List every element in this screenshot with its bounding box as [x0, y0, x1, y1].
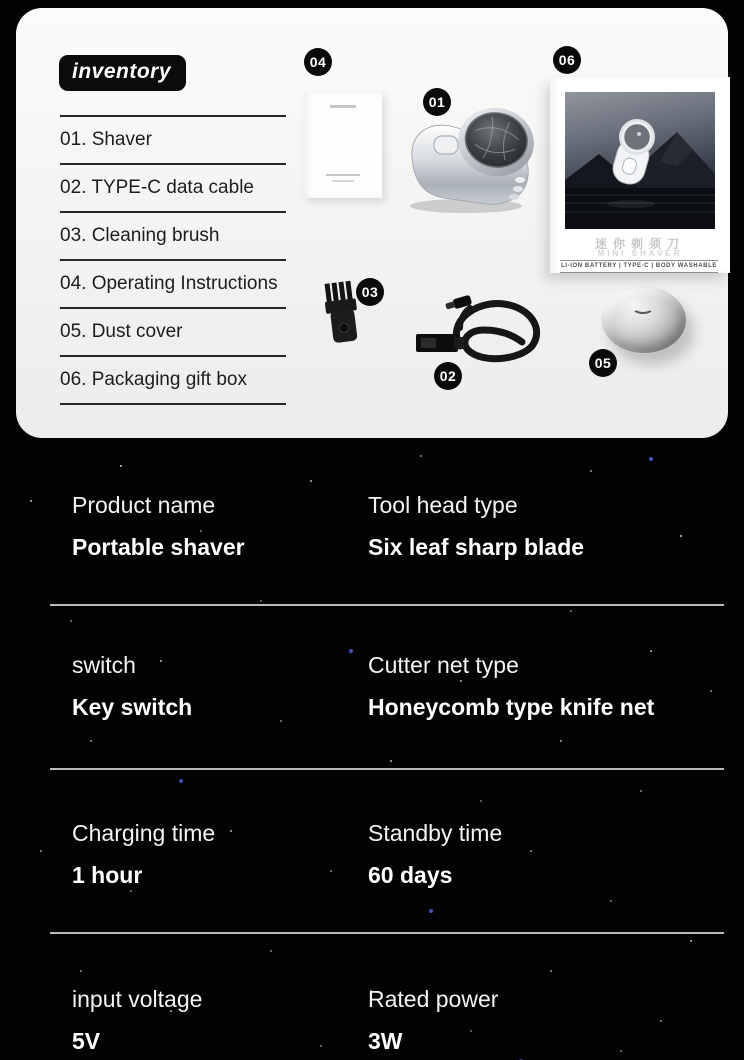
spec-row-time [0, 820, 744, 889]
gift-box-photo [550, 77, 730, 273]
inventory-item: 06. Packaging gift box [60, 355, 286, 405]
spec-row-power [0, 986, 744, 1055]
instruction-booklet-photo [304, 92, 382, 198]
inventory-item: 05. Dust cover [60, 307, 286, 355]
spec-input-voltage [72, 986, 368, 1055]
spec-switch [72, 652, 368, 721]
spec-divider [50, 932, 724, 934]
spec-value: Honeycomb type knife net [368, 694, 655, 721]
spec-rated-power [368, 986, 708, 1055]
spec-charging-time [72, 820, 368, 889]
gift-box-artwork [565, 92, 715, 229]
spec-value: Key switch [72, 694, 193, 721]
photo-badge-02: 02 [434, 362, 462, 390]
spec-divider [50, 604, 724, 606]
spec-value: 1 hour [72, 862, 143, 889]
spec-cutter-net-type [368, 652, 708, 721]
inventory-item: 04. Operating Instructions [60, 259, 286, 307]
gift-box-title-cn: 迷你剃须刀 [594, 237, 685, 251]
spec-row-switch [0, 652, 744, 721]
photo-badge-01: 01 [423, 88, 451, 116]
spec-row-product [0, 492, 744, 561]
usb-cable-photo [410, 286, 550, 366]
gift-box-features: LI-ION BATTERY | TYPE-C | BODY WASHABLE [560, 260, 718, 273]
booklet-text-line [326, 174, 360, 176]
spec-label: Rated power [368, 986, 499, 1012]
spec-value: Six leaf sharp blade [368, 534, 585, 561]
inventory-list [60, 115, 286, 405]
inventory-item: 01. Shaver [60, 115, 286, 163]
gift-box-title-en: MINI SHAVER [597, 249, 683, 258]
inventory-title-badge: inventory [59, 55, 186, 91]
spec-label: Tool head type [368, 492, 518, 518]
specs-section [0, 440, 744, 1060]
spec-label: Cutter net type [368, 652, 519, 678]
spec-label: Product name [72, 492, 216, 518]
spec-label: Charging time [72, 820, 216, 846]
spec-value: 3W [368, 1028, 403, 1055]
spec-label: switch [72, 652, 136, 678]
mountain-scene [565, 92, 715, 229]
spec-label: input voltage [72, 986, 203, 1012]
spec-product-name [72, 492, 368, 561]
photo-badge-03: 03 [356, 278, 384, 306]
inventory-item: 03. Cleaning brush [60, 211, 286, 259]
spec-standby-time [368, 820, 708, 889]
spec-value: 60 days [368, 862, 453, 889]
photo-badge-04: 04 [304, 48, 332, 76]
spec-divider [50, 768, 724, 770]
photo-badge-06: 06 [553, 46, 581, 74]
dust-cover-photo [602, 287, 686, 353]
spec-label: Standby time [368, 820, 503, 846]
inventory-item: 02. TYPE-C data cable [60, 163, 286, 211]
booklet-text-line [332, 180, 354, 182]
spec-value: Portable shaver [72, 534, 245, 561]
booklet-text-line [330, 105, 356, 108]
spec-value: 5V [72, 1028, 101, 1055]
shaver-photo [396, 94, 544, 214]
photo-badge-05: 05 [589, 349, 617, 377]
spec-tool-head-type [368, 492, 708, 561]
